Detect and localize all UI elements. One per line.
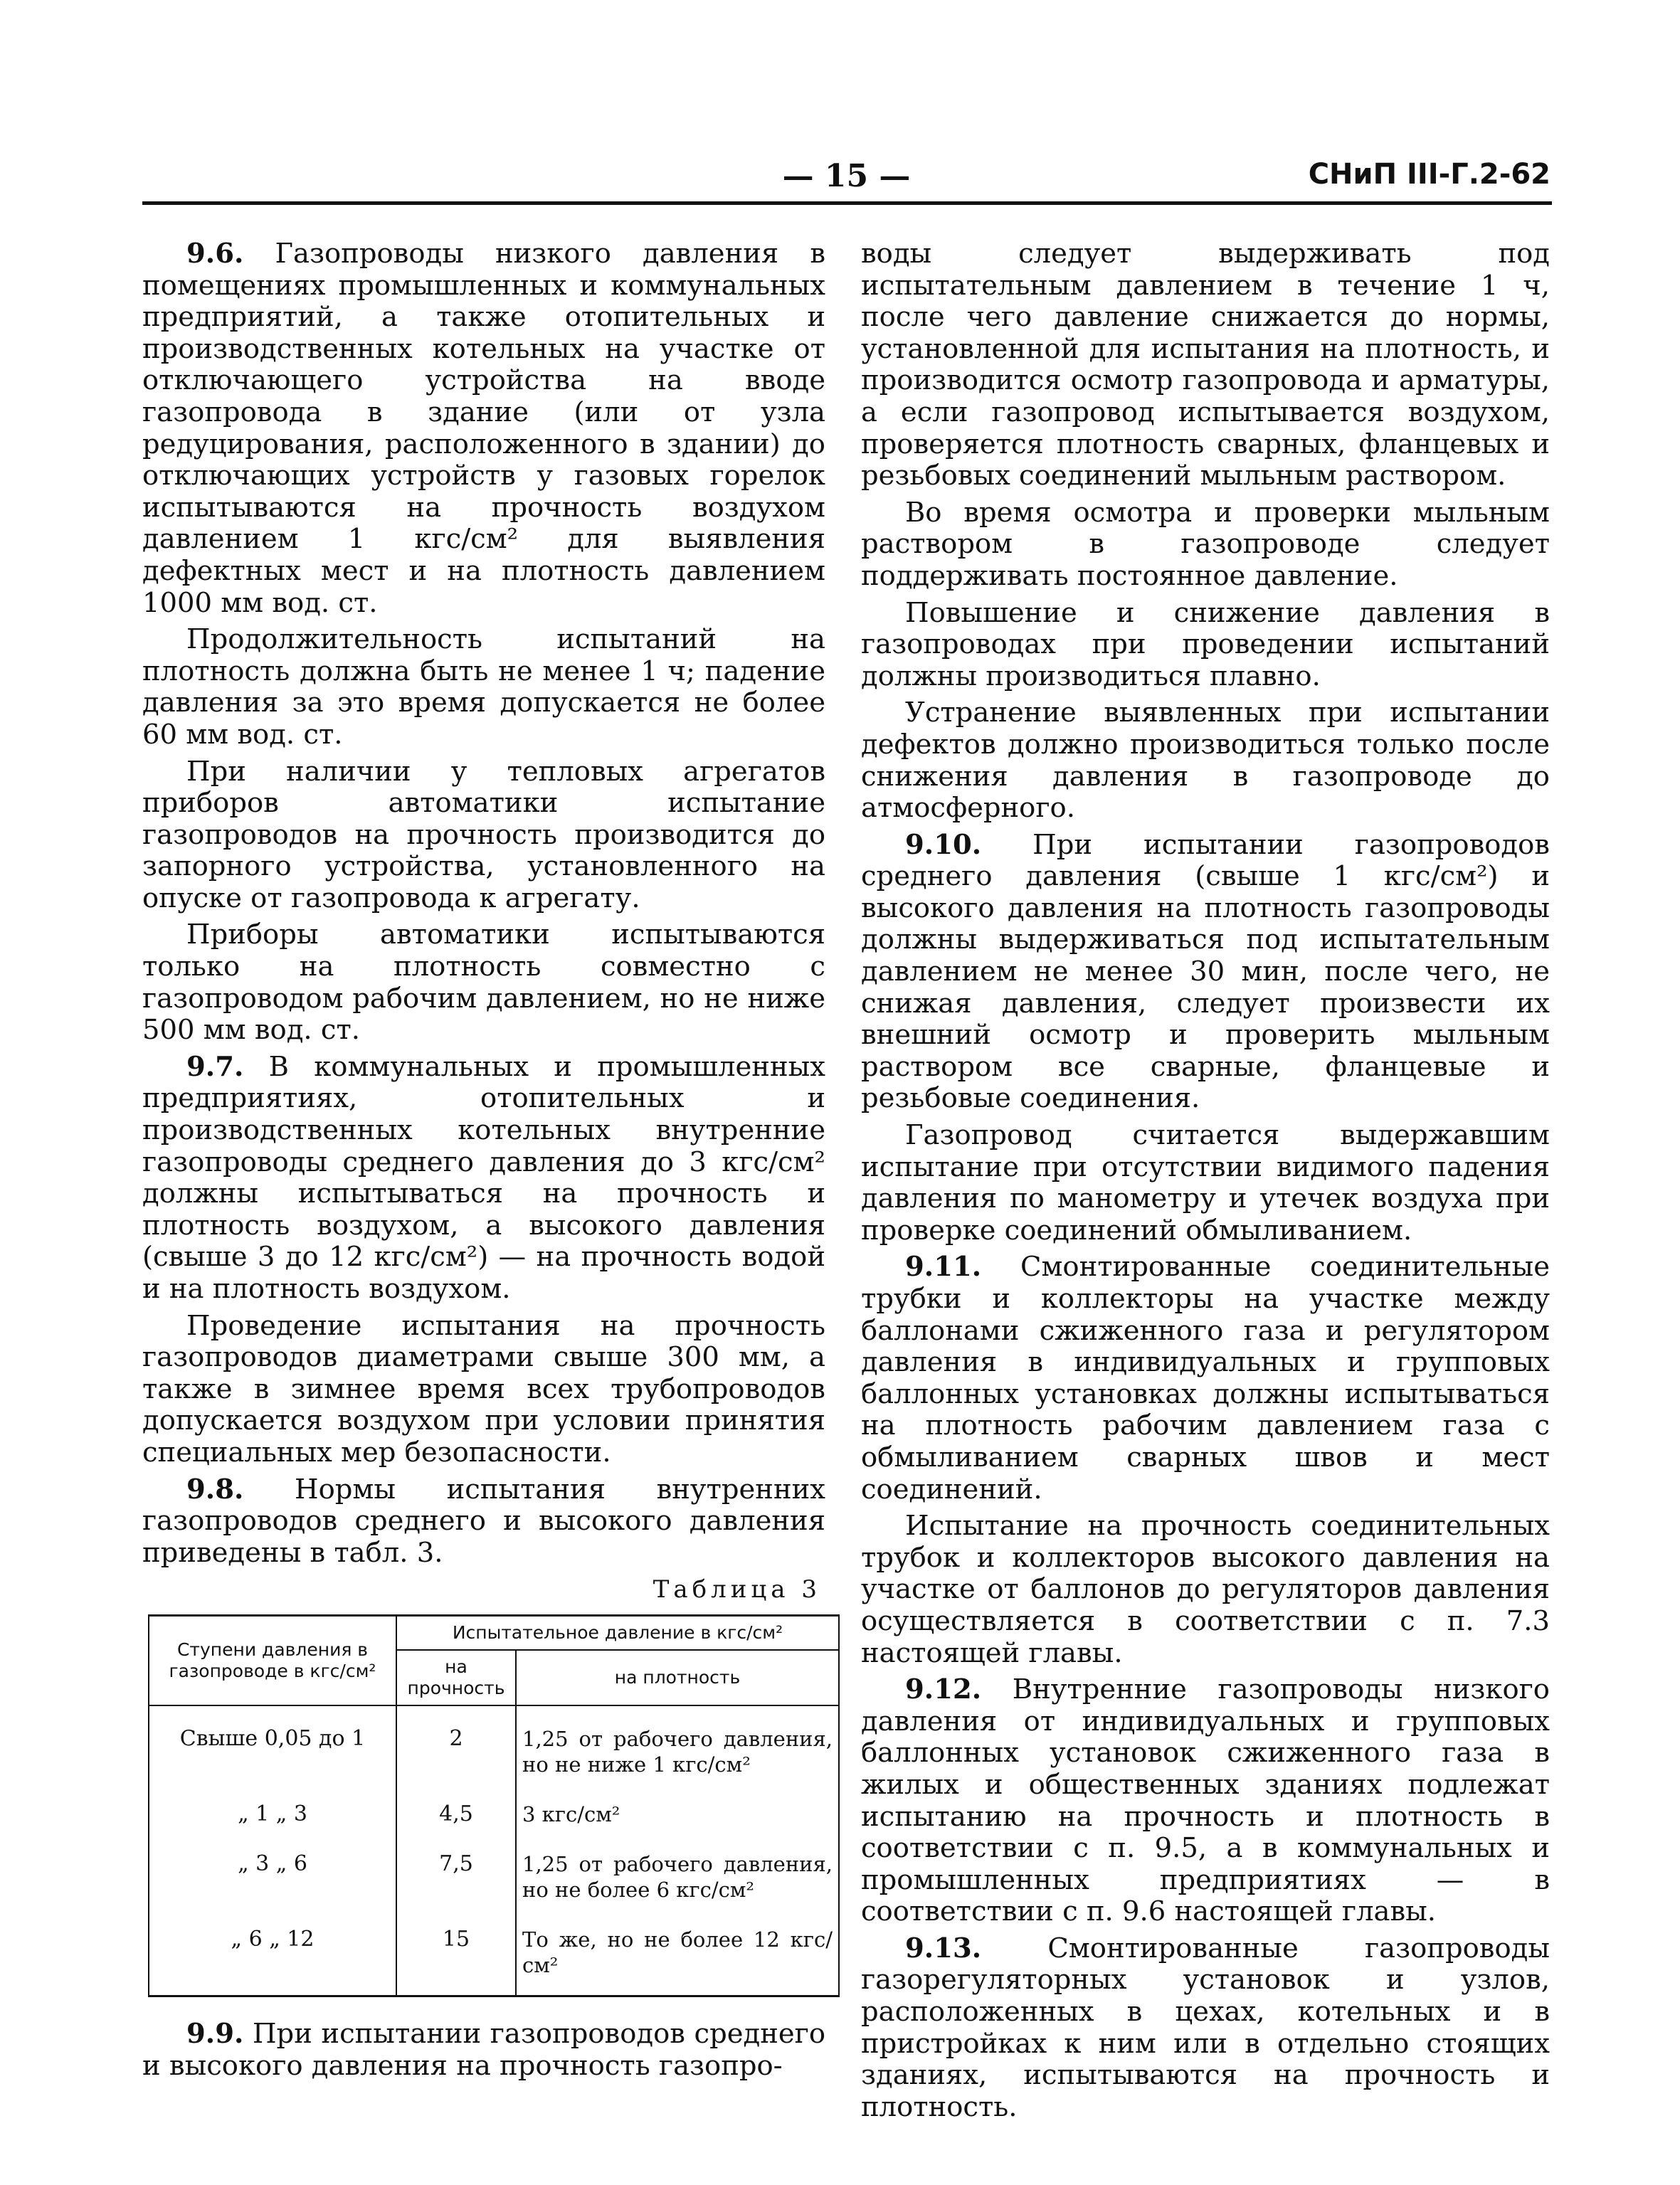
paragraph: Приборы автоматики испытываются только на плотность совместно с газопроводом рабочим давлением, но не ниже 500 мм вод. ст. xyxy=(142,919,825,1047)
table-row xyxy=(149,1705,839,1794)
paragraph: Газопровод считается выдержавшим испытание при отсутствии видимого падения давления по манометру и утечек воздуха при проверке соединений обмыливанием. xyxy=(861,1119,1550,1247)
pressure-test-table xyxy=(148,1614,840,1997)
clause-number: 9.8. xyxy=(186,1473,244,1506)
clause-number: 9.12. xyxy=(905,1673,982,1706)
paragraph: Во время осмотра и проверки мыльным раствором в газопроводе следует поддерживать постоянное давление. xyxy=(861,496,1550,592)
paragraph-9-11: 9.11. Смонтированные соединительные трубки и коллекторы на участке между баллонами сжиженного газа и регулятором давления в индивидуальных и групповых баллонных установках должны испытываться на плотность рабочим давлением газа с обмыливанием сварных швов и мест соединений. xyxy=(861,1251,1550,1506)
paragraph: Испытание на прочность соединительных трубок и коллекторов высокого давления на участке от баллонов до регуляторов давления осуществляется в соответствии с п. 7.3 настоящей главы. xyxy=(861,1510,1550,1669)
cell-range: Свыше 0,05 до 1 xyxy=(149,1705,396,1794)
paragraph: Проведение испытания на прочность газопроводов диаметрами свыше 300 мм, а также в зимнее время всех трубопроводов допускается воздухом при условии принятия специальных мер безопасности. xyxy=(142,1309,825,1469)
clause-number: 9.10. xyxy=(905,828,982,861)
paragraph: Устранение выявленных при испытании дефектов должно производиться только после снижения давления в газопроводе до атмосферного. xyxy=(861,697,1550,825)
document-code: СНиП III-Г.2-62 xyxy=(1308,158,1550,191)
paragraph: Продолжительность испытаний на плотность должна быть не менее 1 ч; падение давления за это время допускается не более 60 мм вод. ст. xyxy=(142,623,825,751)
table-caption: Таблица 3 xyxy=(653,1575,821,1604)
cell-strength: 7,5 xyxy=(396,1844,516,1920)
header-pressure-stage: Ступени давления в газопроводе в кгс/см² xyxy=(149,1615,396,1705)
paragraph: Повышение и снижение давления в газопроводах при проведении испытаний должны производиться плавно. xyxy=(861,596,1550,692)
cell-strength: 15 xyxy=(396,1920,516,1996)
paragraph-9-8: 9.8. Нормы испытания внутренних газопроводов среднего и высокого давления приведены в табл. 3. xyxy=(142,1473,825,1569)
cell-density: 1,25 от рабочего давления, но не более 6 кгс/см² xyxy=(516,1844,839,1920)
paragraph: При наличии у тепловых агрегатов приборов автоматики испытание газопроводов на прочность производится до запорного устройства, установленного на опуске от газопровода к агрегату. xyxy=(142,755,825,914)
header-rule xyxy=(142,201,1552,205)
clause-number: 9.11. xyxy=(905,1251,982,1284)
cell-range: „ 3 „ 6 xyxy=(149,1844,396,1920)
paragraph-continued: воды следует выдерживать под испытательным давлением в течение 1 ч, после чего давление снижается до нормы, установленной для испытания на плотность, и производится осмотр газопровода и арматуры, а если газопровод испытывается воздухом, проверяется плотность сварных, фланцевых и резьбовых соединений мыльным раствором. xyxy=(861,238,1550,492)
paragraph-9-13: 9.13. Смонтированные газопроводы газорегуляторных установок и узлов, расположенных в цехах, котельных и в пристройках к ним или в отдельно стоящих зданиях, испытываются на прочность и плотность. xyxy=(861,1932,1550,2123)
paragraph-9-6: 9.6. Газопроводы низкого давления в помещениях промышленных и коммунальных предприятий, а также отопительных и производственных котельных на участке от отключающего устройства на вводе газопровода в здание (или от узла редуцирования, расположенного в здании) до отключающих устройств у газовых горелок испытываются на прочность воздухом давлением 1 кгс/см² для выявления дефектных мест и на плотность давлением 1000 мм вод. ст. xyxy=(142,238,825,619)
cell-strength: 4,5 xyxy=(396,1794,516,1844)
cell-density: То же, но не более 12 кгс/см² xyxy=(516,1920,839,1996)
right-column xyxy=(861,238,1550,2128)
clause-number: 9.7. xyxy=(186,1050,244,1083)
cell-density: 1,25 от рабочего давления, но не ниже 1 кгс/см² xyxy=(516,1705,839,1794)
table-row xyxy=(149,1920,839,1996)
header-test-pressure: Испытательное давление в кгс/см² xyxy=(396,1615,839,1650)
cell-density: 3 кгс/см² xyxy=(516,1794,839,1844)
left-column xyxy=(142,238,833,2087)
cell-range: „ 6 „ 12 xyxy=(149,1920,396,1996)
header-strength: на прочность xyxy=(396,1650,516,1705)
paragraph-9-7: 9.7. В коммунальных и промышленных предприятиях, отопительных и производственных котельных внутренние газопроводы среднего давления до 3 кгс/см² должны испытываться на прочность и плотность воздухом, а высокого давления (свыше 3 до 12 кгс/см²) — на прочность водой и на плотность воздухом. xyxy=(142,1050,825,1305)
clause-number: 9.13. xyxy=(905,1932,982,1964)
clause-number: 9.9. xyxy=(186,2017,244,2050)
page-number: — 15 — xyxy=(782,158,911,194)
header-density: на плотность xyxy=(516,1650,839,1705)
page-header xyxy=(142,158,1550,202)
table-row xyxy=(149,1794,839,1844)
paragraph-9-12: 9.12. Внутренние газопроводы низкого давления от индивидуальных и групповых баллонных установок сжиженного газа в жилых и общественных зданиях подлежат испытанию на прочность и плотность в соответствии с п. 9.5, а в коммунальных и промышленных предприятиях — в соответствии с п. 9.6 настоящей главы. xyxy=(861,1673,1550,1928)
clause-number: 9.6. xyxy=(186,238,244,270)
cell-range: „ 1 „ 3 xyxy=(149,1794,396,1844)
paragraph-9-9: 9.9. При испытании газопроводов среднего и высокого давления на прочность газопро- xyxy=(142,2017,825,2082)
table-row xyxy=(149,1844,839,1920)
cell-strength: 2 xyxy=(396,1705,516,1794)
paragraph-9-10: 9.10. При испытании газопроводов среднего давления (свыше 1 кгс/см²) и высокого давления на плотность газопроводы должны выдерживаться под испытательным давлением не менее 30 мин, после чего, не снижая давления, следует произвести их внешний осмотр и проверить мыльным раствором все сварные, фланцевые и резьбовые соединения. xyxy=(861,828,1550,1115)
